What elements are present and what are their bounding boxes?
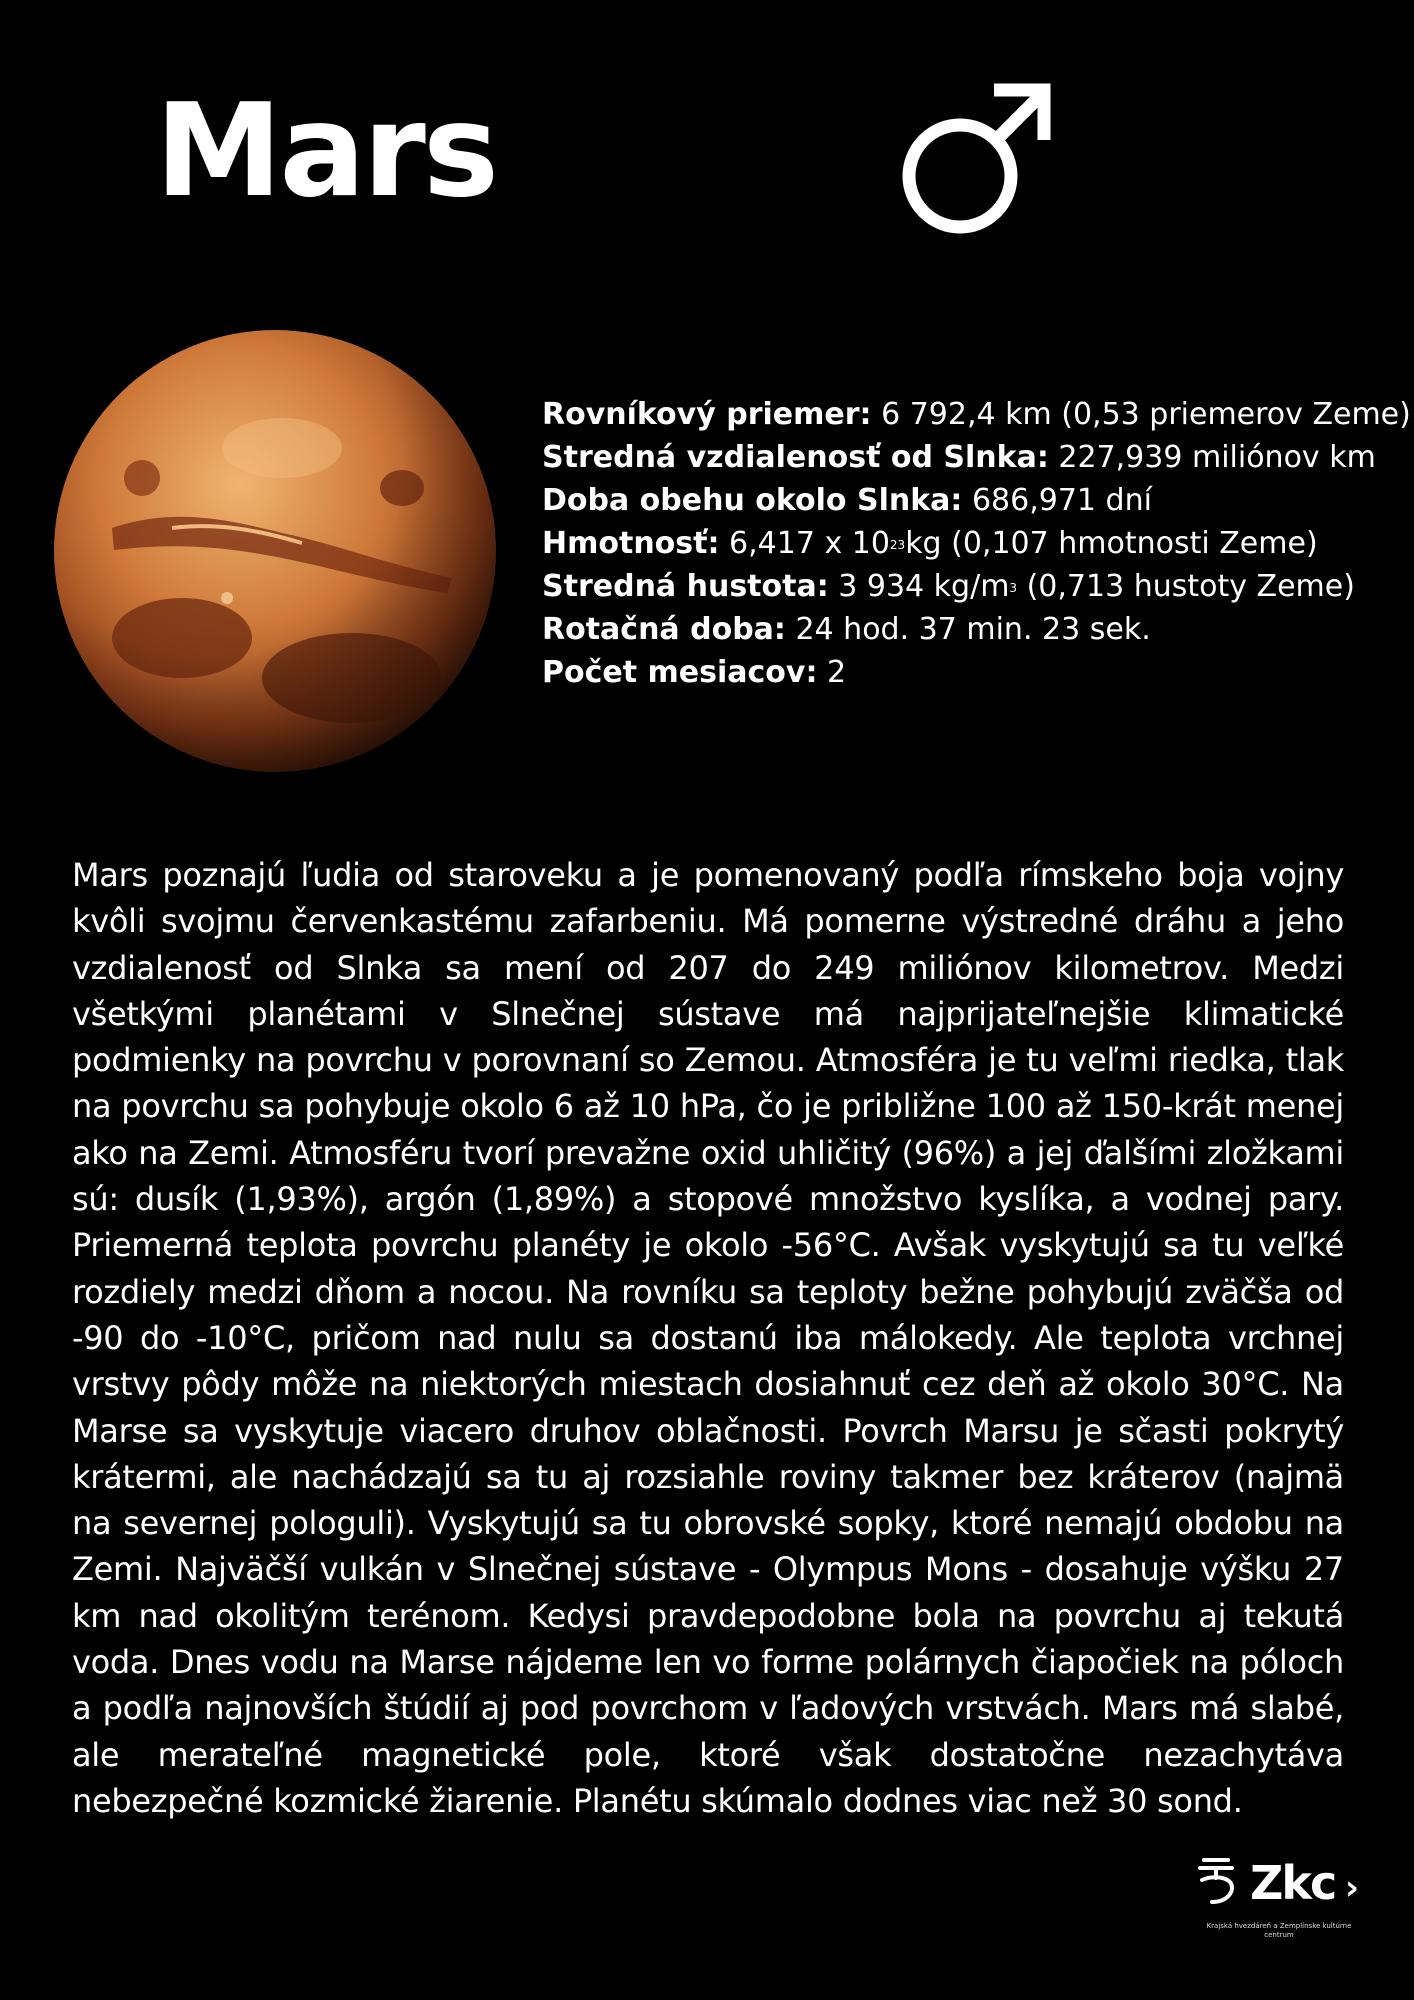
fact-value: 686,971 dní <box>962 483 1152 518</box>
fact-label: Počet mesiacov: <box>542 655 818 690</box>
fact-distance <box>542 436 1411 479</box>
page-title: Mars <box>155 77 497 226</box>
fact-mass <box>542 522 1411 565</box>
fact-label: Stredná hustota: <box>542 569 829 604</box>
fact-moons <box>542 651 1411 694</box>
logo-subtitle: Krajská hvezdáreň a Zemplínske kultúrne centrum <box>1206 1922 1352 1939</box>
fact-value: (0,713 hustoty Zeme) <box>1017 569 1355 604</box>
fact-orbit <box>542 479 1411 522</box>
fact-label: Hmotnosť: <box>542 526 720 561</box>
fact-value: 227,939 miliónov km <box>1048 440 1376 475</box>
fact-exponent: 23 <box>889 538 906 552</box>
fact-label: Rovníkový priemer: <box>542 397 872 432</box>
fact-density <box>542 565 1411 608</box>
mars-symbol-icon <box>898 80 1058 240</box>
fact-value: 6 792,4 km (0,53 priemerov Zeme) <box>871 397 1411 432</box>
zkc-logo <box>1198 1852 1358 1952</box>
fact-value: kg (0,107 hmotnosti Zeme) <box>905 526 1318 561</box>
fact-rotation <box>542 608 1411 651</box>
fact-value: 2 <box>817 655 847 690</box>
facts-list <box>542 393 1411 694</box>
fact-exponent: 3 <box>1009 581 1018 595</box>
fact-label: Stredná vzdialenosť od Slnka: <box>542 440 1049 475</box>
fact-value: 24 hod. 37 min. 23 sek. <box>785 612 1151 647</box>
mars-planet-image <box>52 328 498 774</box>
logo-text <box>1250 1856 1358 1910</box>
fact-label: Rotačná doba: <box>542 612 786 647</box>
fact-diameter <box>542 393 1411 436</box>
description-paragraph: Mars poznajú ľudia od staroveku a je pomenovaný podľa rímskeho boja vojny kvôli svojmu červenkastému zafarbeniu. Má pomerne výstredné dráhu a jeho vzdialenosť od Slnka sa mení od 207 do 249 miliónov kilometrov. Medzi všetkými planétami v Slnečnej sústave má najprijateľnejšie klimatické podmienky na povrchu v porovnaní so Zemou. Atmosféra je tu veľmi riedka, tlak na povrchu sa pohybuje okolo 6 až 10 hPa, čo je približne 100 až 150-krát menej ako na Zemi. Atmosféru tvorí prevažne oxid uhličitý (96%) a jej ďalšími zložkami sú: dusík (1,93%), argón (1,89%) a stopové množstvo kyslíka, a vodnej pary. Priemerná teplota povrchu planéty je okolo -56°C. Avšak vyskytujú sa tu veľké rozdiely medzi dňom a nocou. Na rovníku sa teploty bežne pohybujú zväčša od -90 do -10°C, pričom nad nulu sa dostanú iba málokedy. Ale teplota vrchnej vrstvy pôdy môže na niektorých miestach dosiahnuť cez deň až okolo 30°C. Na Marse sa vyskytuje viacero druhov oblačnosti. Povrch Marsu je sčasti pokrytý krátermi, ale nachádzajú sa tu aj rozsiahle roviny takmer bez kráterov (najmä na severnej pologuli). Vyskytujú sa tu obrovské sopky, ktoré nemajú obdobu na Zemi. Najväčší vulkán v Slnečnej sústave - Olympus Mons - dosahuje výšku 27 km nad okolitým terénom. Kedysi pravdepodobne bola na povrchu aj tekutá voda. Dnes vodu na Marse nájdeme len vo forme polárnych čiapočiek na póloch a podľa najnovších štúdií aj pod povrchom v ľadových vrstvách. Mars má slabé, ale merateľné magnetické pole, ktoré však dostatočne nezachytáva nebezpečné kozmické žiarenie. Planétu skúmalo dodnes viac než 30 sond. <box>72 856 1344 1820</box>
fact-value: 6,417 x 10 <box>719 526 890 561</box>
chevron-right-icon: › <box>1335 1868 1358 1908</box>
logo-mark-icon <box>1198 1852 1244 1912</box>
fact-value: 3 934 kg/m <box>828 569 1010 604</box>
logo-name: Zkc <box>1250 1856 1336 1910</box>
fact-label: Doba obehu okolo Slnka: <box>542 483 963 518</box>
